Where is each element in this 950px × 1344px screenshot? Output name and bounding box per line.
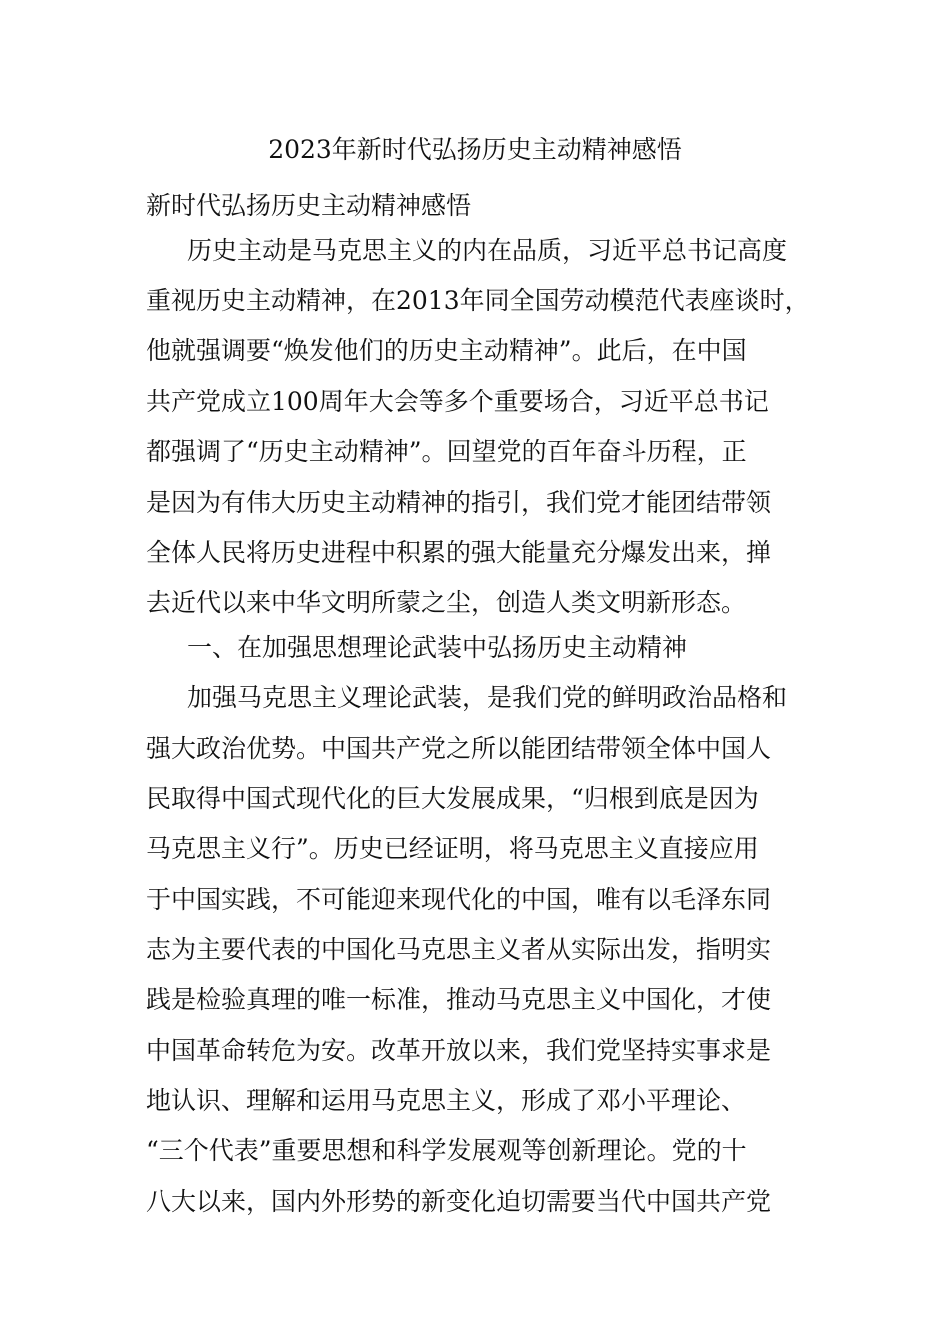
paragraph-line: 他就强调要“焕发他们的历史主动精神”。此后，在中国 (146, 336, 747, 365)
paragraph-line: 志为主要代表的中国化马克思主义者从实际出发，指明实 (146, 935, 772, 964)
paragraph-line: “三个代表”重要思想和科学发展观等创新理论。党的十 (146, 1136, 747, 1165)
paragraph-line: 中国革命转危为安。改革开放以来，我们党坚持实事求是 (146, 1036, 772, 1065)
paragraph-line: 马克思主义行”。历史已经证明，将马克思主义直接应用 (146, 834, 759, 863)
paragraph-line: 重视历史主动精神，在2013年同全国劳动模范代表座谈时， (146, 286, 810, 315)
paragraph-line: 八大以来，国内外形势的新变化迫切需要当代中国共产党 (146, 1187, 772, 1216)
paragraph-line: 历史主动是马克思主义的内在品质，习近平总书记高度 (187, 236, 788, 265)
paragraph-line: 民取得中国式现代化的巨大发展成果，“归根到底是因为 (146, 784, 759, 813)
paragraph-line: 践是检验真理的唯一标准，推动马克思主义中国化，才使 (146, 985, 772, 1014)
paragraph-line: 加强马克思主义理论武装，是我们党的鲜明政治品格和 (187, 683, 788, 712)
paragraph-line: 都强调了“历史主动精神”。回望党的百年奋斗历程，正 (146, 437, 747, 466)
paragraph-line: 去近代以来中华文明所蒙之尘，创造人类文明新形态。 (146, 588, 747, 617)
paragraph-line: 全体人民将历史进程中积累的强大能量充分爆发出来，掸 (146, 538, 772, 567)
paragraph-line: 共产党成立100周年大会等多个重要场合，习近平总书记 (146, 387, 769, 416)
section-heading: 一、在加强思想理论武装中弘扬历史主动精神 (187, 633, 688, 662)
paragraph-line: 于中国实践，不可能迎来现代化的中国，唯有以毛泽东同 (146, 885, 772, 914)
document-title: 2023年新时代弘扬历史主动精神感悟 (268, 135, 682, 164)
document-subtitle: 新时代弘扬历史主动精神感悟 (146, 191, 472, 220)
paragraph-line: 是因为有伟大历史主动精神的指引，我们党才能团结带领 (146, 488, 772, 517)
paragraph-line: 地认识、理解和运用马克思主义，形成了邓小平理论、 (146, 1086, 747, 1115)
paragraph-line: 强大政治优势。中国共产党之所以能团结带领全体中国人 (146, 734, 772, 763)
